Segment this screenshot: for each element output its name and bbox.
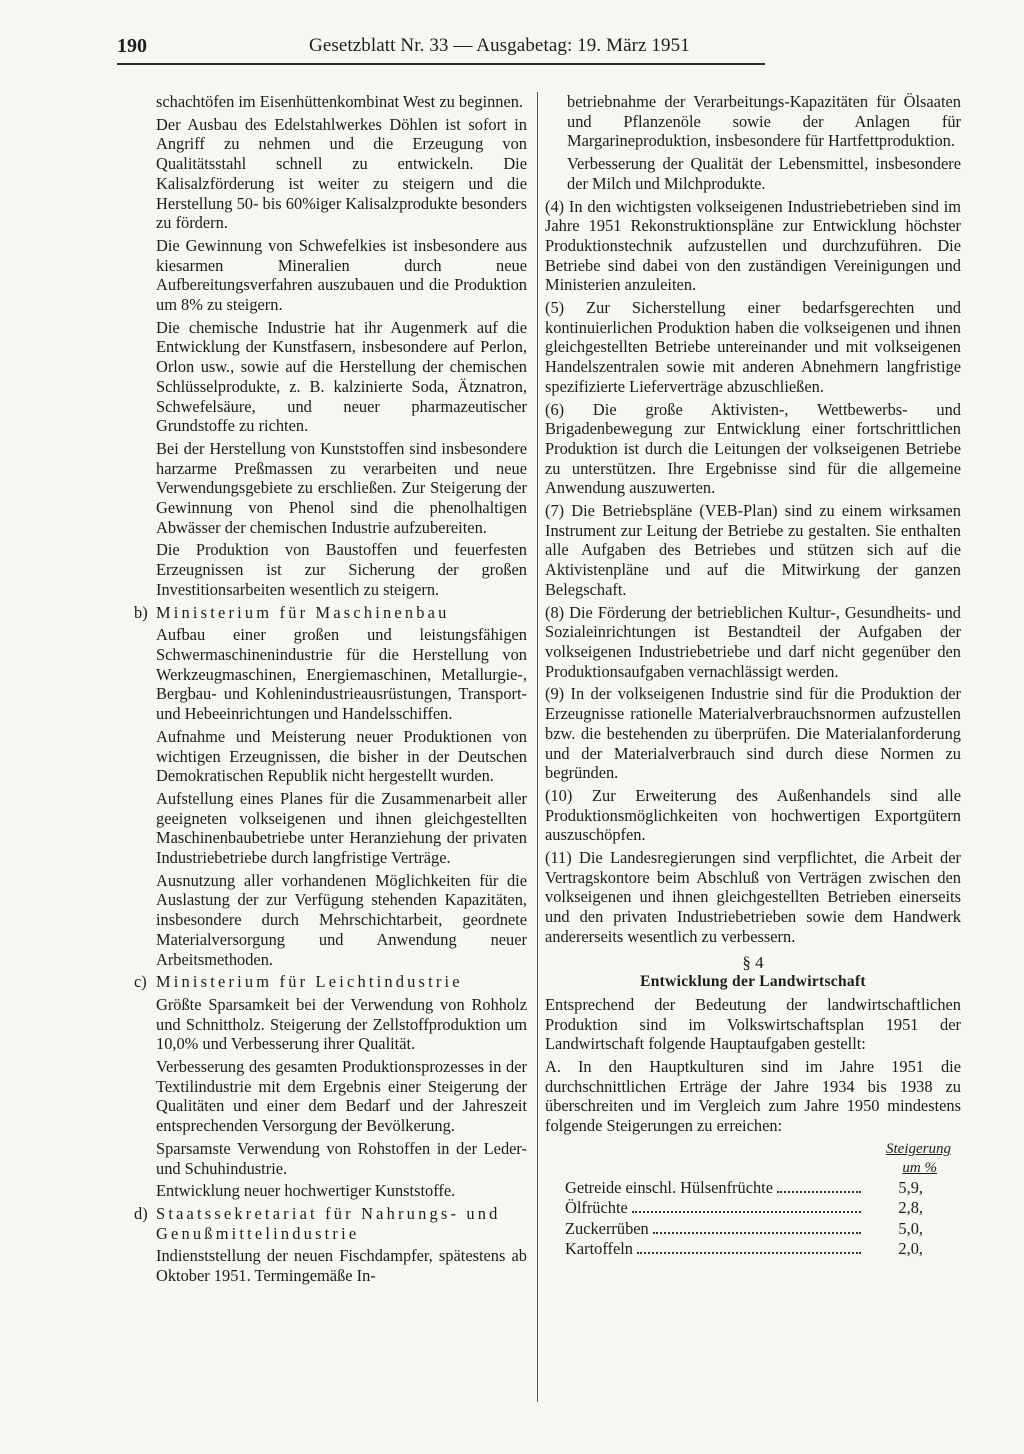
increase-table xyxy=(545,1140,961,1260)
paragraph: Entwicklung neuer hochwertiger Kunststoffe. xyxy=(156,1181,456,1201)
table-row xyxy=(545,1239,961,1260)
paragraph: Die Gewinnung von Schwefelkies ist insbesondere aus kiesarmen Mineralien durch neue Aufbereitungsverfahren auszubauen und die Produktion um 8% zu steigern. xyxy=(156,235,527,315)
left-column xyxy=(134,92,527,1289)
list-marker: b) xyxy=(134,602,148,622)
paragraph-4: (4) In den wichtigsten volkseigenen Industriebetrieben sind im Jahre 1951 Rekonstruktionspläne zur Entwicklung höchster Produktionstechnik aufzustellen und durchzuführen. Die Betriebe sind dabei von den zuständigen Vereinigungen und Ministerien anzuleiten. xyxy=(545,196,961,295)
list-item-c xyxy=(134,972,527,992)
table-header-label: Steigerung xyxy=(886,1140,951,1157)
right-column xyxy=(545,92,961,1260)
table-header xyxy=(545,1140,961,1178)
list-marker: c) xyxy=(134,972,147,992)
paragraph-11: (11) Die Landesregierungen sind verpflichtet, die Arbeit der Vertragskontore beim Abschluß von Verträgen zwischen den volkseigenen und ihnen gleichgestellten Betrieben einerseits und den privaten Industriebetrieben sowie dem Handwerk andererseits wesentlich zu verbessern. xyxy=(545,848,961,946)
paragraph-5: (5) Zur Sicherstellung einer bedarfsgerechten und kontinuierlichen Produktion haben die volkseigenen und ihnen gleichgestellten Betriebe untereinander und mit volkseigenen Handelszentralen sowie mit anderen Abnehmern langfristige spezifizierte Lieferverträge abzuschließen. xyxy=(545,298,961,396)
leader-dots xyxy=(653,1232,861,1234)
leader-dots xyxy=(637,1252,861,1254)
row-value: 2,8, xyxy=(898,1198,923,1218)
table-row xyxy=(545,1219,961,1240)
paragraph: Aufstellung eines Planes für die Zusammenarbeit aller geeigneten volkseigenen und ihnen gleichgestellten Maschinenbaubetriebe unter Heranziehung der privaten Industriebetriebe durch langfristige Verträge. xyxy=(156,788,527,868)
paragraph: A. In den Hauptkulturen sind im Jahre 1951 die durchschnittlichen Erträge der Jahre 1934 bis 1938 zu überschreiten und im Vergleich zum Jahre 1950 mindestens folgende Steigerungen zu erreichen: xyxy=(545,1057,961,1136)
ministry-heading: Staatssekretariat für Nahrungs- und Genußmittelindustrie xyxy=(156,1203,501,1243)
row-label: Zuckerrüben xyxy=(565,1218,649,1238)
paragraph: Verbesserung der Qualität der Lebensmittel, insbesondere der Milch und Milchprodukte. xyxy=(567,154,961,193)
paragraph-8: (8) Die Förderung der betrieblichen Kultur-, Gesundheits- und Sozialeinrichtungen ist Bestandteil der Aufgaben der volkseigenen Industriebetriebe und darf nicht gegenüber den Produktionsaufgaben vernachlässigt werden. xyxy=(545,602,961,681)
paragraph: Der Ausbau des Edelstahlwerkes Döhlen ist sofort in Angriff zu nehmen und die Erzeugung von Qualitätsstahl schnell zu entwickeln. Die Kalisalzförderung ist weiter zu steigern und die Herstellung 50- bis 60%iger Kalisalzprodukte besonders zu fördern. xyxy=(156,114,527,233)
list-item-b xyxy=(134,602,527,623)
paragraph: betriebnahme der Verarbeitungs-Kapazitäten für Ölsaaten und Pflanzenöle sowie der Anlagen für Margarineproduktion, insbesondere für Hartfettproduktion. xyxy=(567,92,961,151)
paragraph: Aufnahme und Meisterung neuer Produktionen von wichtigen Erzeugnissen, die bisher in der Deutschen Demokratischen Republik nicht hergestellt wurden. xyxy=(156,726,527,786)
column-divider xyxy=(537,92,538,1402)
leader-dots xyxy=(632,1211,861,1213)
row-label: Getreide einschl. Hülsenfrüchte xyxy=(565,1177,773,1197)
paragraph-6: (6) Die große Aktivisten-, Wettbewerbs- und Brigadenbewegung zur Entwicklung einer fortschrittlichen Produktion ist durch die Leitungen der volkseigenen Betriebe zu unterstützen. Ihre Ergebnisse sind für die allgemeine Anwendung auszuwerten. xyxy=(545,399,961,498)
paragraph: Sparsamste Verwendung von Rohstoffen in der Leder- und Schuhindustrie. xyxy=(156,1138,527,1178)
header-rule xyxy=(117,63,765,65)
ministry-heading: Ministerium für Maschinenbau xyxy=(156,602,450,622)
paragraph: Die Produktion von Baustoffen und feuerfesten Erzeugnissen ist zur Sicherung der großen Investitionsarbeiten wesentlich zu steigern. xyxy=(156,540,527,599)
paragraph: Bei der Herstellung von Kunststoffen sind insbesondere harzarme Preßmassen zu verarbeiten und neue Verwendungsgebiete zu erschließen. Zur Steigerung der Gewinnung von Phenol sind die phenolhaltigen Abwässer der chemischen Industrie aufzubereiten. xyxy=(156,438,527,537)
leader-dots xyxy=(777,1191,861,1193)
row-value: 5,9, xyxy=(898,1177,923,1197)
page-header-title: Gesetzblatt Nr. 33 — Ausgabetag: 19. März 1951 xyxy=(309,35,690,56)
paragraph: Aufbau einer großen und leistungsfähigen Schwermaschinenindustrie für die Herstellung von Werkzeugmaschinen, Energiemaschinen, Metallurgie-, Bergbau- und Kohlenindustrieausrüstungen, Transport- und Hebeeinrichtungen und Handelsschiffen. xyxy=(156,625,527,724)
row-value: 5,0, xyxy=(898,1218,923,1238)
list-marker: d) xyxy=(134,1203,148,1223)
paragraph: Entsprechend der Bedeutung der landwirtschaftlichen Produktion sind im Volkswirtschaftsplan 1951 der Landwirtschaft folgende Hauptaufgaben gestellt: xyxy=(545,994,961,1054)
paragraph: Größte Sparsamkeit bei der Verwendung von Rohholz und Schnittholz. Steigerung der Zellstoffproduktion um 10,0% und Verbesserung ihrer Qualität. xyxy=(156,994,527,1054)
section-number: § 4 xyxy=(742,952,764,972)
table-row xyxy=(545,1178,961,1199)
list-item-d xyxy=(134,1203,527,1243)
paragraph-7: (7) Die Betriebspläne (VEB-Plan) sind zu einem wirksamen Instrument zur Leitung der Betriebe zu gestalten. Sie enthalten alle Aufgaben des Betriebes und stützen sich auf die Aktivistenpläne und auf die Mitwirkung der ganzen Belegschaft. xyxy=(545,501,961,599)
table-header-unit: um % xyxy=(902,1159,937,1176)
paragraph-9: (9) In der volkseigenen Industrie sind für die Produktion der Erzeugnisse rationelle Materialverbrauchsnormen aufzustellen bzw. die bestehenden zu überprüfen. Die Materialanforderung und der Materialverbrauch sind durch diese Normen zu begründen. xyxy=(545,684,961,783)
ministry-heading: Ministerium für Leichtindustrie xyxy=(156,972,463,992)
row-value: 2,0, xyxy=(898,1239,923,1259)
row-label: Ölfrüchte xyxy=(565,1198,628,1218)
paragraph: Die chemische Industrie hat ihr Augenmerk auf die Entwicklung der Kunstfasern, insbesondere auf Perlon, Orlon usw., sowie auf die Herstellung der chemischen Schlüsselprodukte, z. B. kalzinierte Soda, Ätznatron, Schwefelsäure, und neuer pharmazeutischer Grundstoffe zu richten. xyxy=(156,317,527,436)
paragraph: Ausnutzung aller vorhandenen Möglichkeiten für die Auslastung der zur Verfügung stehenden Kapazitäten, insbesondere durch Mehrschichtarbeit, geordnete Materialversorgung und Anwendung neuer Arbeitsmethoden. xyxy=(156,870,527,969)
section-title: Entwicklung der Landwirtschaft xyxy=(640,973,866,991)
paragraph: schachtöfen im Eisenhüttenkombinat West zu beginnen. xyxy=(156,92,524,111)
table-row xyxy=(545,1198,961,1219)
paragraph-10: (10) Zur Erweiterung des Außenhandels sind alle Produktionsmöglichkeiten von hochwertigen Exportgütern auszuschöpfen. xyxy=(545,785,961,845)
paragraph: Verbesserung des gesamten Produktionsprozesses in der Textilindustrie mit dem Ergebnis einer Steigerung der Qualitäten und einer dem Bedarf und der Jahreszeit entsprechenden Versorgung der Bevölkerung. xyxy=(156,1057,527,1136)
row-label: Kartoffeln xyxy=(565,1239,633,1259)
paragraph: Indienststellung der neuen Fischdampfer, spätestens ab Oktober 1951. Termingemäße In- xyxy=(156,1246,527,1286)
page-number: 190 xyxy=(117,35,147,57)
